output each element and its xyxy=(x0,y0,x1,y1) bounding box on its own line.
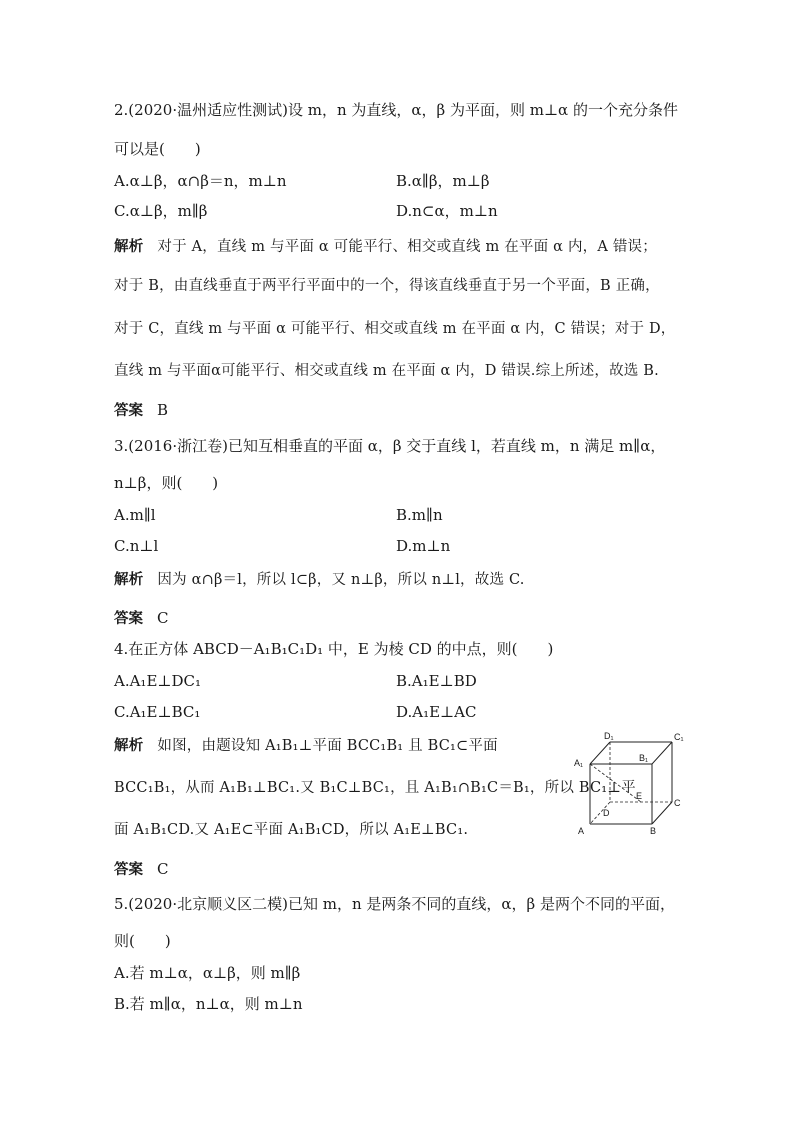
q4-answer xyxy=(114,858,168,881)
q5-option-b: B.若 m∥α，n⊥α，则 m⊥n xyxy=(114,995,303,1013)
q2-explanation-line3: 对于 C，直线 m 与平面 α 可能平行、相交或直线 m 在平面 α 内，C 错误；对于 D， xyxy=(114,321,676,337)
q4-option-d: D.A₁E⊥AC xyxy=(396,703,477,721)
label-d: D xyxy=(603,808,610,818)
q4-answer-value: C xyxy=(157,860,169,878)
q4-explanation-line3: 面 A₁B₁CD.又 A₁E⊂平面 A₁B₁CD，所以 A₁E⊥BC₁. xyxy=(114,822,469,838)
q4-answer-label: 答案 xyxy=(114,862,143,878)
q2-answer-label: 答案 xyxy=(114,403,143,419)
q2-answer-value: B xyxy=(157,401,169,419)
label-a1: A₁ xyxy=(574,758,584,768)
label-e: E xyxy=(636,791,643,801)
q2-answer xyxy=(114,399,168,422)
q4-stem: 4.在正方体 ABCD－A₁B₁C₁D₁ 中，E 为棱 CD 的中点，则( ) xyxy=(114,640,554,658)
q4-option-b: B.A₁E⊥BD xyxy=(396,672,477,690)
q3-explanation-text: 因为 α∩β＝l，所以 l⊂β，又 n⊥β，所以 n⊥l，故选 C. xyxy=(157,572,525,588)
edge-d1-a1 xyxy=(590,742,610,764)
q3-option-d: D.m⊥n xyxy=(396,537,451,555)
label-c: C xyxy=(674,798,681,808)
cube-diagram xyxy=(566,728,690,838)
q3-explanation xyxy=(114,569,525,591)
q4-explanation-text1: 如图，由题设知 A₁B₁⊥平面 BCC₁B₁ 且 BC₁⊂平面 xyxy=(157,738,498,754)
q2-option-b: B.α∥β，m⊥β xyxy=(396,172,490,190)
q2-option-d: D.n⊂α，m⊥n xyxy=(396,202,498,220)
q5-stem-line1: 5.(2020·北京顺义区二模)已知 m，n 是两条不同的直线，α，β 是两个不同的平面， xyxy=(114,895,675,913)
q4-explanation-line1 xyxy=(114,735,498,757)
segment-a1-e-hidden xyxy=(590,764,641,802)
q3-option-b: B.m∥n xyxy=(396,506,443,524)
q3-option-a: A.m∥l xyxy=(114,506,156,524)
q2-explanation-text1: 对于 A，直线 m 与平面 α 可能平行、相交或直线 m 在平面 α 内，A 错误； xyxy=(157,239,657,255)
label-d1: D₁ xyxy=(604,731,614,741)
q2-explanation-label: 解析 xyxy=(114,239,144,255)
q4-explanation-label: 解析 xyxy=(114,738,144,754)
cube-figure xyxy=(566,728,690,838)
edge-c-b xyxy=(652,802,672,824)
label-b1: B₁ xyxy=(639,753,649,763)
q2-stem-line2: 可以是( ) xyxy=(114,140,201,158)
label-b: B xyxy=(650,826,657,836)
q3-answer-label: 答案 xyxy=(114,611,143,627)
label-a: A xyxy=(578,826,585,836)
q2-explanation-line4: 直线 m 与平面α可能平行、相交或直线 m 在平面 α 内，D 错误.综上所述，故选 B. xyxy=(114,363,659,379)
q3-answer-value: C xyxy=(157,609,169,627)
q3-answer xyxy=(114,607,168,630)
q2-explanation-line2: 对于 B，由直线垂直于两平行平面中的一个，得该直线垂直于另一个平面，B 正确， xyxy=(114,278,660,294)
q3-stem-line1: 3.(2016·浙江卷)已知互相垂直的平面 α，β 交于直线 l，若直线 m，n 满足 m∥α， xyxy=(114,437,666,455)
q3-option-c: C.n⊥l xyxy=(114,537,159,555)
q3-stem-line2: n⊥β，则( ) xyxy=(114,474,219,492)
q4-option-a: A.A₁E⊥DC₁ xyxy=(114,672,202,690)
q5-option-a: A.若 m⊥α，α⊥β，则 m∥β xyxy=(114,964,301,982)
q2-explanation-line1 xyxy=(114,236,657,258)
q4-option-c: C.A₁E⊥BC₁ xyxy=(114,703,201,721)
q4-explanation-line2: BCC₁B₁，从而 A₁B₁⊥BC₁.又 B₁C⊥BC₁，且 A₁B₁∩B₁C＝B₁，所以 BC₁⊥平 xyxy=(114,780,636,796)
q2-option-c: C.α⊥β，m∥β xyxy=(114,202,208,220)
q2-option-a: A.α⊥β，α∩β＝n，m⊥n xyxy=(114,172,287,190)
label-c1: C₁ xyxy=(674,732,684,742)
q3-explanation-label: 解析 xyxy=(114,572,144,588)
q5-stem-line2: 则( ) xyxy=(114,932,171,950)
edge-c1-b1 xyxy=(652,742,672,764)
q2-stem-line1: 2.(2020·温州适应性测试)设 m，n 为直线，α，β 为平面，则 m⊥α 的一个充分条件 xyxy=(114,101,678,119)
